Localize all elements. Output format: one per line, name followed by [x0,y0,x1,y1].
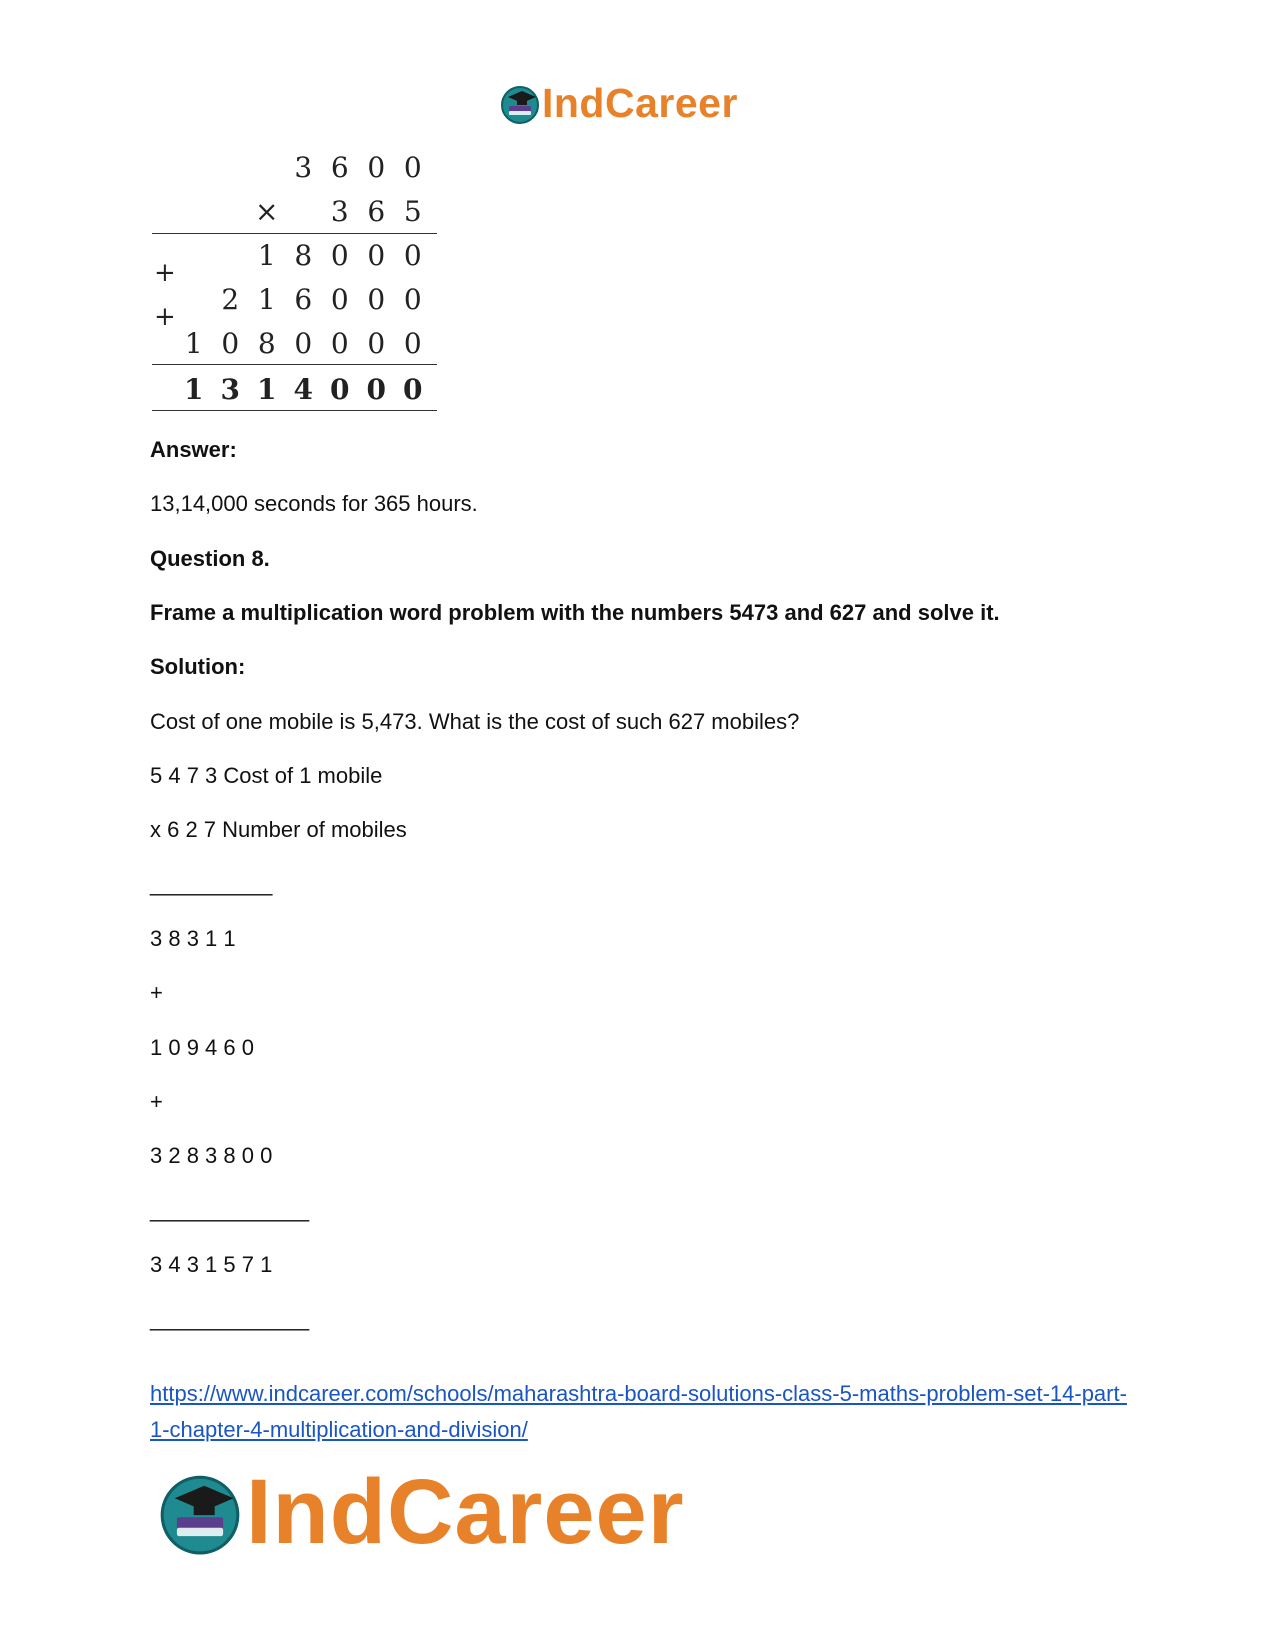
answer-text: 13,14,000 seconds for 365 hours. [150,491,478,516]
product-row: 1 3 1 4 0 0 0 [184,373,423,406]
source-link[interactable]: https://www.indcareer.com/schools/maharashtra-board-solutions-class-5-maths-problem-set-14-part-1-chapter-4-multiplication-and-division/ [150,1381,1127,1442]
question-label: Question 8. [150,546,270,571]
divider-rule [152,410,437,411]
partial-product-line: 3 2 8 3 8 0 0 [150,1143,273,1168]
plus-line: + [150,1089,163,1114]
problem-text: Cost of one mobile is 5,473. What is the cost of such 627 mobiles? [150,709,800,734]
question-text: Frame a multiplication word problem with the numbers 5473 and 627 and solve it. [150,600,1000,625]
plus-line: + [150,980,163,1005]
multiplier-line: x 6 2 7 Number of mobiles [150,817,407,842]
footer-logo [158,1460,685,1565]
solution-label: Solution: [150,654,246,679]
underscore-rule: _____________ [150,1197,310,1222]
multiplicand-line: 5 4 7 3 Cost of 1 mobile [150,763,383,788]
times-sign: × [255,195,279,228]
graduation-book-icon [500,84,540,124]
multiplicand-row: 3 6 0 0 [294,151,422,184]
answer-label: Answer: [150,437,237,462]
plus-sign: + [154,258,176,288]
divider-rule [152,364,437,365]
result-line: 3 4 3 1 5 7 1 [150,1252,273,1277]
header-logo [500,80,738,127]
header-brand: IndCareer [542,80,738,126]
underscore-rule: _____________ [150,1306,310,1331]
partial-product-line: 3 8 3 1 1 [150,926,236,951]
partial-product-line: 1 0 9 4 6 0 [150,1035,254,1060]
long-multiplication-figure [152,146,437,412]
multiplier-row: × 3 6 5 [152,190,437,234]
plus-sign: + [154,302,176,332]
graduation-book-icon [158,1471,242,1555]
partial-product-row: 1 8 0 0 0 [257,239,422,272]
partial-product-row: + 2 1 6 0 0 0 [154,258,422,316]
footer-brand: IndCareer [246,1461,685,1563]
underscore-rule: __________ [150,871,273,896]
partial-product-row: + 1 0 8 0 0 0 0 [154,302,422,360]
